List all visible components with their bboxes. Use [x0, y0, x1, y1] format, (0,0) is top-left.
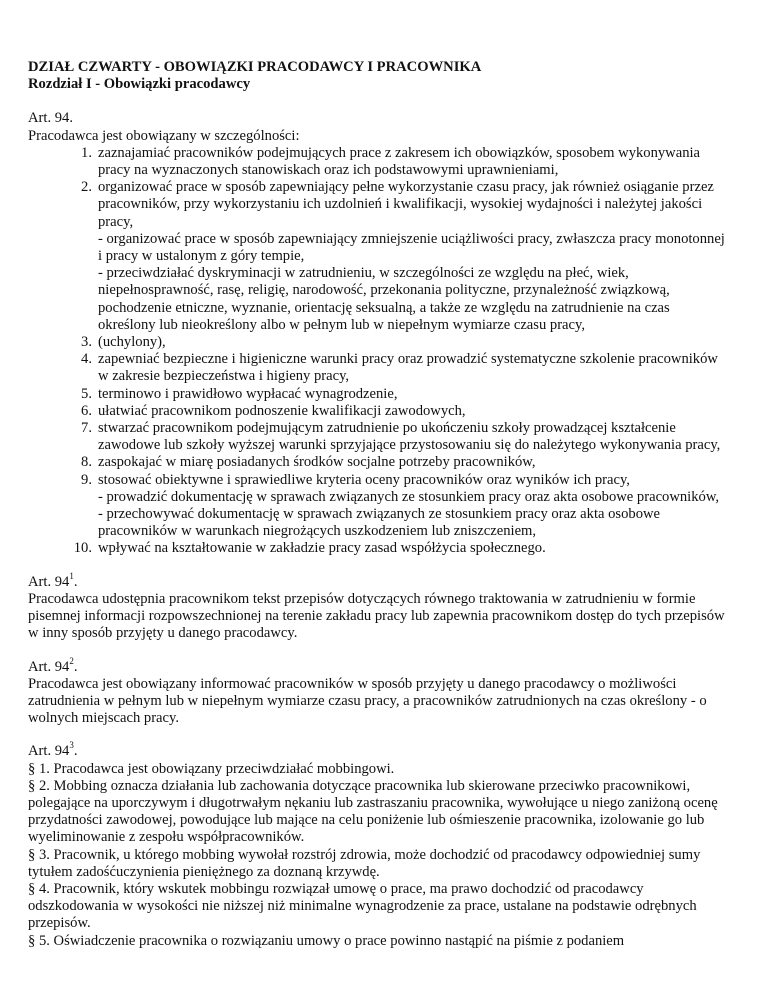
list-item	[28, 179, 728, 334]
superscript: 1	[69, 570, 74, 581]
item-number: 5.	[81, 385, 92, 402]
item-text: zapewniać bezpieczne i higieniczne warunki pracy oraz prowadzić systematyczne szkolenie pracowników w zakresie bezpieczeństwa i higieny pracy,	[98, 351, 718, 385]
list-item	[28, 403, 728, 420]
item-text: zaznajamiać pracowników podejmujących prace z zakresem ich obowiązków, sposobem wykonywania pracy na wyznaczonych stanowiskach oraz ich podstawowymi uprawnieniami,	[98, 144, 701, 179]
item-subtext: - organizować prace w sposób zapewniający zmniejszenie uciążliwości pracy, zwłaszcza pracy monotonnej i pracy w ustalonym z góry tempie,	[98, 230, 725, 265]
item-number: 9.	[81, 471, 92, 488]
item-number: 1.	[81, 144, 92, 161]
item-text: stwarzać pracownikom podejmującym zatrudnienie po ukończeniu szkoły prowadzącej kształcenie zawodowe lub szkoły wyższej warunki sprzyjające przystosowaniu się do należytego wykonywania pracy,	[98, 420, 721, 454]
item-number: 6.	[81, 402, 92, 419]
item-number: 4.	[81, 351, 92, 368]
article-94-1-text: Pracodawca udostępnia pracownikom tekst przepisów dotyczących równego traktowania w zatrudnieniu w formie pisemnej informacji rozpowszechnionej na terenie zakładu pracy lub zapewnia pracownikom dostęp do tych przepisów w inny sposób przyjęty u danego pracodawcy.	[28, 590, 725, 642]
item-text: zaspokajać w miarę posiadanych środków socjalne potrzeby pracowników,	[98, 454, 536, 471]
item-subtext: - przeciwdziałać dyskryminacji w zatrudnieniu, w szczególności ze względu na płeć, wiek, niepełnosprawność, rasę, religię, narodowość, przekonania polityczne, przynależność związkową, pochodzenie etniczne, wyznanie, orientację seksualną, a także ze względu na zatrudnienie na czas określony lub nieokreślony albo w pełnym lub w niepełnym wymiarze czasu pracy,	[98, 265, 670, 333]
list-item	[28, 351, 728, 385]
article-94-2-text: Pracodawca jest obowiązany informować pracowników w sposób przyjęty u danego pracodawcy o możliwości zatrudnienia w pełnym lub w niepełnym wymiarze czasu pracy, a pracowników zatrudnionych na czas określony - o wolnych miejscach pracy.	[28, 675, 707, 727]
article-94-label: Art. 94.	[28, 110, 73, 127]
item-number: 10.	[73, 540, 92, 557]
list-item	[28, 472, 728, 541]
item-number: 8.	[81, 454, 92, 471]
item-subtext: - przechowywać dokumentację w sprawach związanych ze stosunkiem pracy oraz akta osobowe pracowników w warunkach niegrożących uszkodzeniem lub zniszczeniem,	[98, 506, 661, 540]
paragraph: § 3. Pracownik, u którego mobbing wywołał rozstrój zdrowia, może dochodzić od pracodawcy odpowiedniej sumy tytułem zadośćuczynienia pieniężnego za doznaną krzywdę.	[28, 846, 701, 880]
paragraph: § 4. Pracownik, który wskutek mobbingu rozwiązał umowę o prace, ma prawo dochodzić od pracodawcy odszkodowania w wysokości nie niższej niż minimalne wynagrodzenie za prace, ustalane na podstawie odrębnych przepisów.	[28, 880, 697, 932]
item-number: 3.	[81, 334, 92, 351]
chapter-title: Rozdział I - Obowiązki pracodawcy	[28, 76, 251, 93]
item-subtext: - prowadzić dokumentację w sprawach związanych ze stosunkiem pracy oraz akta osobowe pracowników,	[98, 488, 720, 505]
item-number: 7.	[81, 420, 92, 437]
article-94-2-label: Art. $94^2$.	[28, 655, 78, 675]
list-item	[28, 334, 728, 351]
item-text: wpływać na kształtowanie w zakładzie pracy zasad współżycia społecznego.	[98, 540, 546, 557]
item-text: ułatwiać pracownikom podnoszenie kwalifikacji zawodowych,	[98, 402, 466, 419]
document-content	[28, 59, 728, 950]
article-94-3-label: Art. $94^3$.	[28, 740, 78, 760]
list-item	[28, 540, 728, 557]
list-item	[28, 386, 728, 403]
article-94-1-label: Art. $94^1$.	[28, 570, 78, 590]
item-text: stosować obiektywne i sprawiedliwe kryteria oceny pracowników oraz wyników ich pracy,	[98, 471, 630, 488]
list-item	[28, 420, 728, 454]
article-94-intro: Pracodawca jest obowiązany w szczególności:	[28, 127, 300, 144]
item-number: 2.	[81, 179, 92, 196]
paragraph: § 5. Oświadczenie pracownika o rozwiązaniu umowy o prace powinno nastąpić na piśmie z podaniem	[28, 932, 625, 949]
section-title: DZIAŁ CZWARTY - OBOWIĄZKI PRACODAWCY I PRACOWNIKA	[28, 59, 482, 75]
list-item	[28, 454, 728, 471]
article-94-list	[28, 145, 728, 558]
superscript: 2	[69, 655, 74, 666]
paragraph: § 2. Mobbing oznacza działania lub zachowania dotyczące pracownika lub skierowane przeciwko pracownikowi, polegające na uporczywym i długotrwałym nękaniu lub zastraszaniu pracownika, wywołujące u niego zaniżoną ocenę przydatności zawodowej, powodujące lub mające na celu poniżenie lub ośmieszenie pracownika, izolowanie go lub wyeliminowanie z zespołu współpracowników.	[28, 777, 718, 846]
item-text: organizować prace w sposób zapewniający pełne wykorzystanie czasu pracy, jak również osiąganie przez pracowników, przy wykorzystaniu ich uzdolnień i kwalifikacji, wysokiej wydajności i należytej jakości pracy,	[98, 179, 714, 230]
superscript: 3	[69, 740, 74, 751]
item-text: terminowo i prawidłowo wypłacać wynagrodzenie,	[98, 385, 398, 402]
paragraph: § 1. Pracodawca jest obowiązany przeciwdziałać mobbingowi.	[28, 760, 395, 777]
item-text: (uchylony),	[98, 334, 166, 351]
list-item	[28, 145, 728, 179]
